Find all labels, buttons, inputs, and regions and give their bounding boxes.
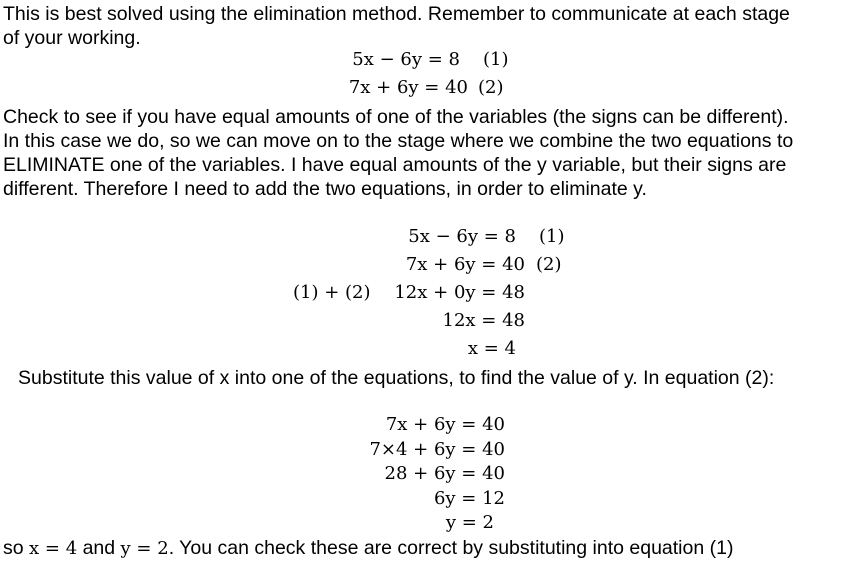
substitution-step-2: 7×4 + 6y = 40 bbox=[369, 439, 505, 460]
conclusion-x-value: x = 4 bbox=[29, 538, 78, 559]
elimination-equation-2-tag: (2) bbox=[536, 254, 562, 275]
substitution-step-4: 6y = 12 bbox=[433, 488, 505, 509]
elimination-result: x = 4 bbox=[467, 338, 516, 359]
elimination-sum-label: (1) + (2) bbox=[293, 282, 371, 303]
explanation-line-4: different. Therefore I need to add the two equations, in order to eliminate y. bbox=[3, 178, 647, 200]
elimination-simplified: 12x = 48 bbox=[442, 310, 525, 331]
conclusion-suffix: . You can check these are correct by substituting into equation (1) bbox=[168, 537, 734, 559]
conclusion-prefix: so bbox=[3, 537, 30, 559]
elimination-equation-2: 7x + 6y = 40 bbox=[405, 254, 525, 275]
substitution-step-3: 28 + 6y = 40 bbox=[384, 463, 505, 484]
explanation-line-3: ELIMINATE one of the variables. I have equal amounts of the y variable, but their signs are bbox=[3, 154, 787, 176]
elimination-sum-equation: 12x + 0y = 48 bbox=[394, 282, 525, 303]
explanation-line-2: In this case we do, so we can move on to the stage where we combine the two equations to bbox=[3, 130, 794, 152]
conclusion-line bbox=[3, 536, 733, 561]
system-equation-2: 7x + 6y = 40 bbox=[348, 77, 468, 98]
elimination-equation-1-tag: (1) bbox=[539, 226, 565, 247]
elimination-equation-1: 5x − 6y = 8 bbox=[408, 226, 516, 247]
substitute-instruction: Substitute this value of x into one of the equations, to find the value of y. In equation (2): bbox=[18, 367, 775, 389]
explanation-line-1: Check to see if you have equal amounts of one of the variables (the signs can be different). bbox=[3, 106, 789, 128]
substitution-step-5: y = 2 bbox=[445, 512, 494, 533]
substitution-step-1: 7x + 6y = 40 bbox=[385, 414, 505, 435]
intro-line-1: This is best solved using the elimination method. Remember to communicate at each stage bbox=[3, 3, 790, 25]
conclusion-middle: and bbox=[77, 537, 121, 559]
system-equation-2-tag: (2) bbox=[478, 77, 504, 98]
system-equation-1: 5x − 6y = 8 bbox=[352, 49, 460, 70]
conclusion-y-value: y = 2 bbox=[120, 538, 169, 559]
intro-line-2: of your working. bbox=[3, 27, 141, 49]
system-equation-1-tag: (1) bbox=[483, 49, 509, 70]
